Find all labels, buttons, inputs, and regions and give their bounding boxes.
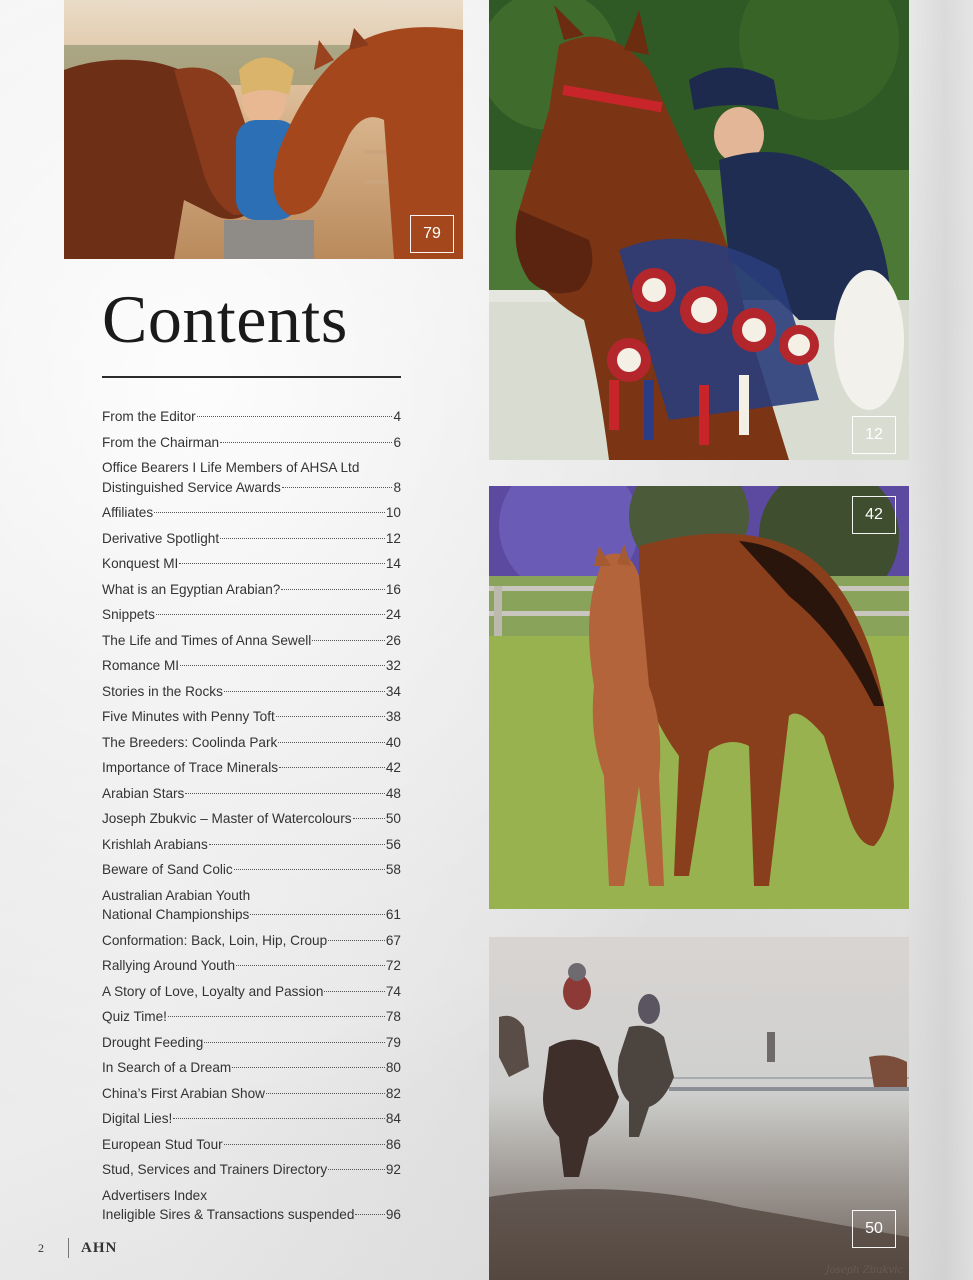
toc-entry-page: 80 xyxy=(385,1060,401,1075)
toc-entry-page: 56 xyxy=(385,836,401,852)
toc-entry-title: Digital Lies! xyxy=(102,1111,173,1126)
toc-leader-dots xyxy=(220,538,385,539)
toc-entry[interactable] xyxy=(102,1058,401,1078)
toc-entry[interactable] xyxy=(102,407,401,427)
toc-entry-page: 24 xyxy=(385,607,401,622)
toc-leader-dots xyxy=(328,940,385,941)
footer-brand: AHN xyxy=(81,1239,118,1256)
toc-leader-dots xyxy=(180,665,385,666)
toc-entry-title: Affiliates xyxy=(102,505,154,520)
toc-leader-dots xyxy=(173,1118,385,1119)
toc-entry-page: 4 xyxy=(393,409,401,424)
toc-leader-dots xyxy=(224,691,385,692)
toc-entry-title: National Championships xyxy=(102,907,250,922)
page-ref-badge[interactable]: 50 xyxy=(852,1210,896,1248)
toc-leader-dots xyxy=(234,869,385,870)
photo-mare-and-foal[interactable] xyxy=(489,486,909,909)
photo-horses-with-woman-image xyxy=(64,0,463,259)
toc-entry-page: 50 xyxy=(385,811,401,826)
photo-watercolour-race[interactable] xyxy=(489,937,909,1280)
toc-leader-dots xyxy=(179,563,385,564)
toc-entry-page: 42 xyxy=(385,760,401,775)
photo-rider-with-rosettes[interactable] xyxy=(489,0,909,460)
toc-entry-title: What is an Egyptian Arabian? xyxy=(102,581,281,597)
toc-leader-dots xyxy=(312,640,385,641)
toc-leader-dots xyxy=(250,914,385,915)
toc-leader-dots xyxy=(185,793,385,794)
toc-entry[interactable] xyxy=(102,956,401,976)
toc-entry-page: 8 xyxy=(393,479,401,495)
toc-entry-title: Drought Feeding xyxy=(102,1034,204,1050)
toc-entry-title: European Stud Tour xyxy=(102,1136,223,1152)
toc-entry[interactable] xyxy=(102,707,401,727)
toc-entry-page: 32 xyxy=(385,658,401,673)
photo-horses-with-woman[interactable] xyxy=(64,0,463,259)
toc-entry-title: Stories in the Rocks xyxy=(102,683,223,699)
toc-entry[interactable] xyxy=(102,860,401,880)
page-footer xyxy=(38,1238,117,1258)
toc-entry-title: Stud, Services and Trainers Directory xyxy=(102,1162,328,1177)
toc-entry-title: Distinguished Service Awards xyxy=(102,479,281,495)
toc-entry-title: Joseph Zbukvic – Master of Watercolours xyxy=(102,811,352,826)
toc-leader-dots xyxy=(168,1016,385,1017)
toc-entry-page: 26 xyxy=(385,632,401,648)
photo-rider-with-rosettes-image xyxy=(489,0,909,460)
toc-leader-dots xyxy=(353,818,385,819)
toc-leader-dots xyxy=(282,487,393,488)
toc-entry[interactable] xyxy=(102,1109,401,1129)
toc-entry[interactable] xyxy=(102,758,401,778)
toc-entry-title-line: Office Bearers I Life Members of AHSA Ltd xyxy=(102,460,360,475)
toc-entry[interactable] xyxy=(102,605,401,625)
paper-edge xyxy=(903,0,973,1280)
toc-entry-page: 74 xyxy=(385,983,401,999)
toc-entry-title: Arabian Stars xyxy=(102,785,185,801)
toc-leader-dots xyxy=(328,1169,385,1170)
toc-entry-title: Snippets xyxy=(102,607,155,622)
toc-leader-dots xyxy=(224,1144,385,1145)
toc-entry-title: Rallying Around Youth xyxy=(102,958,236,973)
toc-entry[interactable] xyxy=(102,682,401,702)
toc-entry[interactable] xyxy=(102,580,401,600)
page-title: Contents xyxy=(102,281,348,357)
toc-entry-title: Conformation: Back, Loin, Hip, Croup xyxy=(102,932,328,948)
toc-entry-title: Derivative Spotlight xyxy=(102,530,220,546)
toc-entry-title: Konquest MI xyxy=(102,556,179,571)
toc-leader-dots xyxy=(355,1214,384,1215)
toc-entry-page: 34 xyxy=(385,683,401,699)
toc-entry-title: Five Minutes with Penny Toft xyxy=(102,709,275,724)
toc-leader-dots xyxy=(197,416,393,417)
toc-leader-dots xyxy=(266,1093,385,1094)
toc-entry-page: 92 xyxy=(385,1162,401,1177)
toc-entry-page: 16 xyxy=(385,581,401,597)
toc-entry-title: From the Chairman xyxy=(102,434,220,450)
toc-leader-dots xyxy=(279,767,385,768)
toc-entry[interactable] xyxy=(102,1135,401,1155)
footer-page-number: 2 xyxy=(38,1240,44,1255)
toc-leader-dots xyxy=(281,589,385,590)
toc-leader-dots xyxy=(220,442,392,443)
artist-signature: Joseph Zbukvic xyxy=(825,1265,903,1276)
toc-entry[interactable] xyxy=(102,1186,401,1225)
photo-watercolour-race-image xyxy=(489,937,909,1280)
toc-entry-page: 96 xyxy=(385,1207,401,1222)
toc-leader-dots xyxy=(209,844,385,845)
toc-entry[interactable] xyxy=(102,982,401,1002)
toc-entry-title: Importance of Trace Minerals xyxy=(102,760,279,775)
footer-divider xyxy=(68,1238,69,1258)
toc-entry[interactable] xyxy=(102,733,401,753)
toc-leader-dots xyxy=(154,512,385,513)
toc-leader-dots xyxy=(324,991,384,992)
toc-entry-title: Ineligible Sires & Transactions suspended xyxy=(102,1207,355,1222)
toc-leader-dots xyxy=(232,1067,385,1068)
toc-entry-page: 72 xyxy=(385,958,401,973)
toc-entry-page: 40 xyxy=(385,734,401,750)
toc-entry[interactable] xyxy=(102,631,401,651)
toc-entry-title: Krishlah Arabians xyxy=(102,836,208,852)
toc-entry[interactable] xyxy=(102,458,401,497)
toc-entry[interactable] xyxy=(102,656,401,676)
toc-entry[interactable] xyxy=(102,554,401,574)
toc-leader-dots xyxy=(276,716,385,717)
table-of-contents xyxy=(102,407,401,1225)
toc-leader-dots xyxy=(156,614,385,615)
toc-entry-page: 12 xyxy=(385,530,401,546)
toc-entry-title: The Breeders: Coolinda Park xyxy=(102,734,278,750)
toc-entry-page: 79 xyxy=(385,1034,401,1050)
page-ref-badge[interactable]: 42 xyxy=(852,496,896,534)
toc-entry-title: Romance MI xyxy=(102,658,180,673)
toc-entry-page: 86 xyxy=(385,1136,401,1152)
toc-leader-dots xyxy=(204,1042,385,1043)
toc-entry[interactable] xyxy=(102,433,401,453)
toc-entry[interactable] xyxy=(102,809,401,829)
toc-entry-page: 67 xyxy=(385,932,401,948)
toc-entry[interactable] xyxy=(102,503,401,523)
toc-entry-title: China’s First Arabian Show xyxy=(102,1085,265,1101)
toc-entry-page: 78 xyxy=(385,1009,401,1024)
toc-entry-page: 10 xyxy=(385,505,401,520)
toc-entry[interactable] xyxy=(102,784,401,804)
toc-entry-title-line: Australian Arabian Youth xyxy=(102,887,251,903)
toc-entry[interactable] xyxy=(102,529,401,549)
toc-entry-page: 58 xyxy=(385,862,401,877)
toc-leader-dots xyxy=(278,742,385,743)
toc-entry[interactable] xyxy=(102,886,401,925)
toc-entry-title: From the Editor xyxy=(102,409,196,424)
toc-entry-page: 14 xyxy=(385,556,401,571)
toc-entry[interactable] xyxy=(102,1084,401,1104)
toc-entry-title: In Search of a Dream xyxy=(102,1060,232,1075)
toc-entry-page: 84 xyxy=(385,1111,401,1126)
page-ref-badge[interactable]: 79 xyxy=(410,215,454,253)
toc-entry[interactable] xyxy=(102,931,401,951)
title-rule xyxy=(102,376,401,378)
toc-entry[interactable] xyxy=(102,1160,401,1180)
toc-entry-page: 38 xyxy=(385,709,401,724)
toc-entry-page: 82 xyxy=(385,1085,401,1101)
toc-entry-page: 61 xyxy=(385,907,401,922)
toc-entry-title: A Story of Love, Loyalty and Passion xyxy=(102,983,324,999)
toc-leader-dots xyxy=(236,965,385,966)
toc-entry[interactable] xyxy=(102,835,401,855)
toc-entry-title: Quiz Time! xyxy=(102,1009,167,1024)
photo-mare-and-foal-image xyxy=(489,486,909,909)
toc-entry-title: Beware of Sand Colic xyxy=(102,862,233,877)
toc-entry-title-line: Advertisers Index xyxy=(102,1187,208,1203)
page-ref-badge[interactable]: 12 xyxy=(852,416,896,454)
toc-entry-title: The Life and Times of Anna Sewell xyxy=(102,632,312,648)
toc-entry-page: 48 xyxy=(385,785,401,801)
toc-entry[interactable] xyxy=(102,1033,401,1053)
toc-entry-page: 6 xyxy=(393,434,401,450)
toc-entry[interactable] xyxy=(102,1007,401,1027)
